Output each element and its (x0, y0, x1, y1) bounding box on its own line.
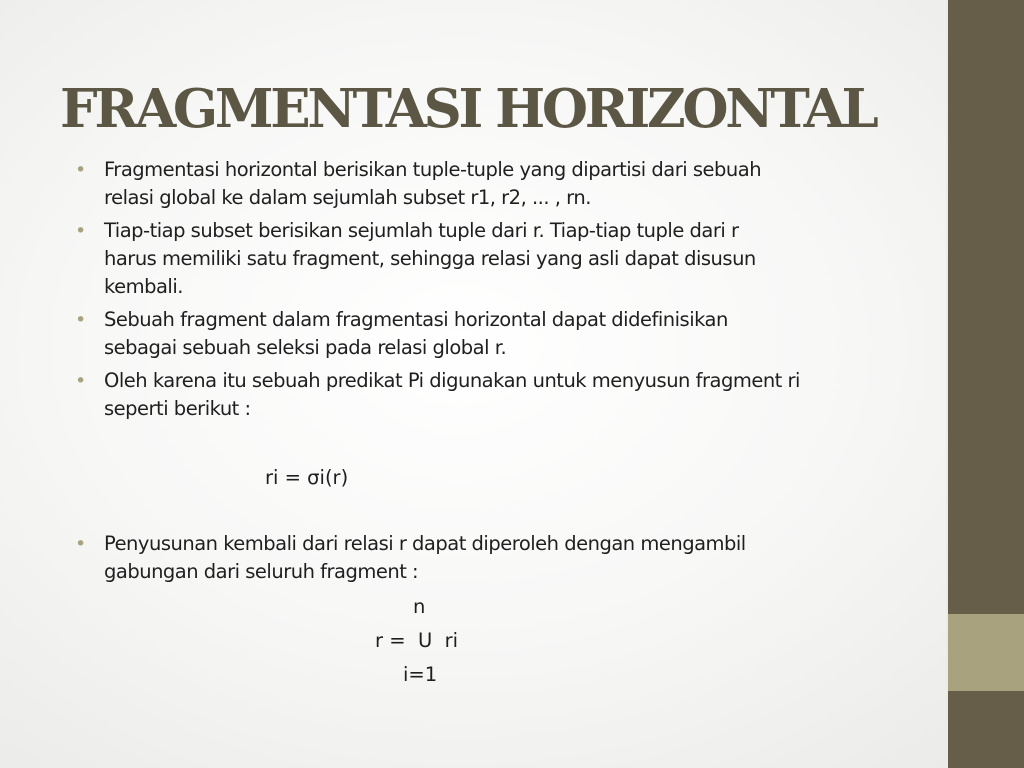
bullet-dot-icon: • (75, 159, 86, 181)
bullet-dot-icon: • (75, 309, 86, 331)
sidebar-accent-block (948, 614, 1024, 691)
formula-selection-text: ri = σi(r) (265, 466, 349, 489)
bullet-line: Oleh karena itu sebuah predikat Pi digunakan untuk menyusun fragment ri (104, 369, 800, 392)
slide-content (75, 156, 945, 691)
bullet-item (75, 530, 945, 586)
bullet-line: sebagai sebuah seleksi pada relasi global r. (104, 336, 507, 359)
bullet-line: harus memiliki satu fragment, sehingga relasi yang asli dapat disusun (104, 247, 756, 270)
bullet-item (75, 217, 945, 301)
bullet-line: Penyusunan kembali dari relasi r dapat diperoleh dengan mengambil (104, 532, 746, 555)
bullet-dot-icon: • (75, 533, 86, 555)
bullet-item (75, 306, 945, 362)
bullet-line: Fragmentasi horizontal berisikan tuple-tuple yang dipartisi dari sebuah (104, 158, 762, 181)
bullet-line: seperti berikut : (104, 397, 251, 420)
formula-union (75, 591, 945, 691)
bullet-dot-icon: • (75, 370, 86, 392)
formula-selection (75, 464, 945, 492)
union-expression: r = U ri (375, 629, 459, 652)
bullet-item (75, 367, 945, 423)
bullet-line: kembali. (104, 275, 183, 298)
bullet-line: Sebuah fragment dalam fragmentasi horizontal dapat didefinisikan (104, 308, 728, 331)
slide-title: FRAGMENTASI HORIZONTAL (60, 78, 876, 140)
bullet-item (75, 156, 945, 212)
spacer (75, 492, 945, 530)
bullet-line: gabungan dari seluruh fragment : (104, 560, 419, 583)
bullet-line: relasi global ke dalam sejumlah subset r1, r2, ... , rn. (104, 186, 591, 209)
union-upper-limit: n (413, 595, 426, 618)
bullet-line: Tiap-tiap subset berisikan sejumlah tuple dari r. Tiap-tiap tuple dari r (104, 219, 739, 242)
bullet-dot-icon: • (75, 220, 86, 242)
union-lower-limit: i=1 (403, 663, 438, 686)
